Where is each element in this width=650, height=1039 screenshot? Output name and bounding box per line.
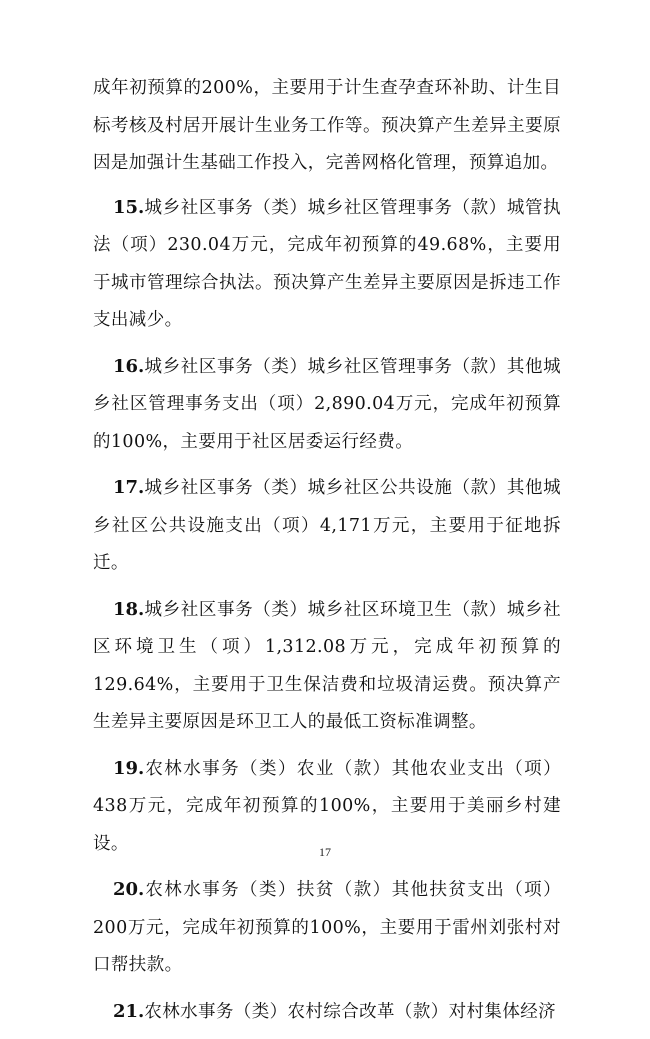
paragraph-item-17 [93,469,561,583]
paragraph-item-18 [93,591,561,742]
paragraph-text: 成年初预算的200%，主要用于计生查孕查环补助、计生目标考核及村居开展计生业务工作等。预决算产生差异主要原因是加强计生基础工作投入，完善网格化管理，预算追加。 [93,78,561,173]
item-number: 17. [113,477,145,498]
item-number: 18. [113,598,145,620]
paragraph-text: 城乡社区事务（类）城乡社区环境卫生（款）城乡社区环境卫生（项）1,312.08万元，完成年初预算的129.64%，主要用于卫生保洁费和垃圾清运费。预决算产生差异主要原因是环卫工人的最低工资标准调整。 [93,599,561,732]
paragraph-item-20 [93,871,561,985]
paragraph-text: 农林水事务（类）扶贫（款）其他扶贫支出（项）200万元，完成年初预算的100%，主要用于雷州刘张村对口帮扶款。 [93,880,561,975]
paragraph-continued [93,70,561,183]
item-number: 19. [113,757,145,779]
page-number: 17 [319,845,331,859]
item-number: 20. [113,879,145,900]
paragraph-item-21 [93,993,561,1032]
item-number: 16. [113,355,145,377]
item-number: 15. [113,196,145,218]
document-body [93,70,561,1039]
paragraph-text: 农林水事务（类）农业（款）其他农业支出（项）438万元，完成年初预算的100%，主要用于美丽乡村建设。 [93,758,561,854]
item-number: 21. [113,1000,145,1022]
paragraph-text: 城乡社区事务（类）城乡社区管理事务（款）其他城乡社区管理事务支出（项）2,890.04万元，完成年初预算的100%，主要用于社区居委运行经费。 [93,356,561,452]
paragraph-item-15 [93,189,561,340]
paragraph-text: 城乡社区事务（类）城乡社区管理事务（款）城管执法（项）230.04万元，完成年初预算的49.68%，主要用于城市管理综合执法。预决算产生差异主要原因是拆违工作支出减少。 [93,197,561,330]
paragraph-text: 农林水事务（类）农村综合改革（款）对村集体经济 [144,1001,557,1022]
paragraph-item-16 [93,348,561,462]
paragraph-text: 城乡社区事务（类）城乡社区公共设施（款）其他城乡社区公共设施支出（项）4,171万元，主要用于征地拆迁。 [93,478,561,573]
